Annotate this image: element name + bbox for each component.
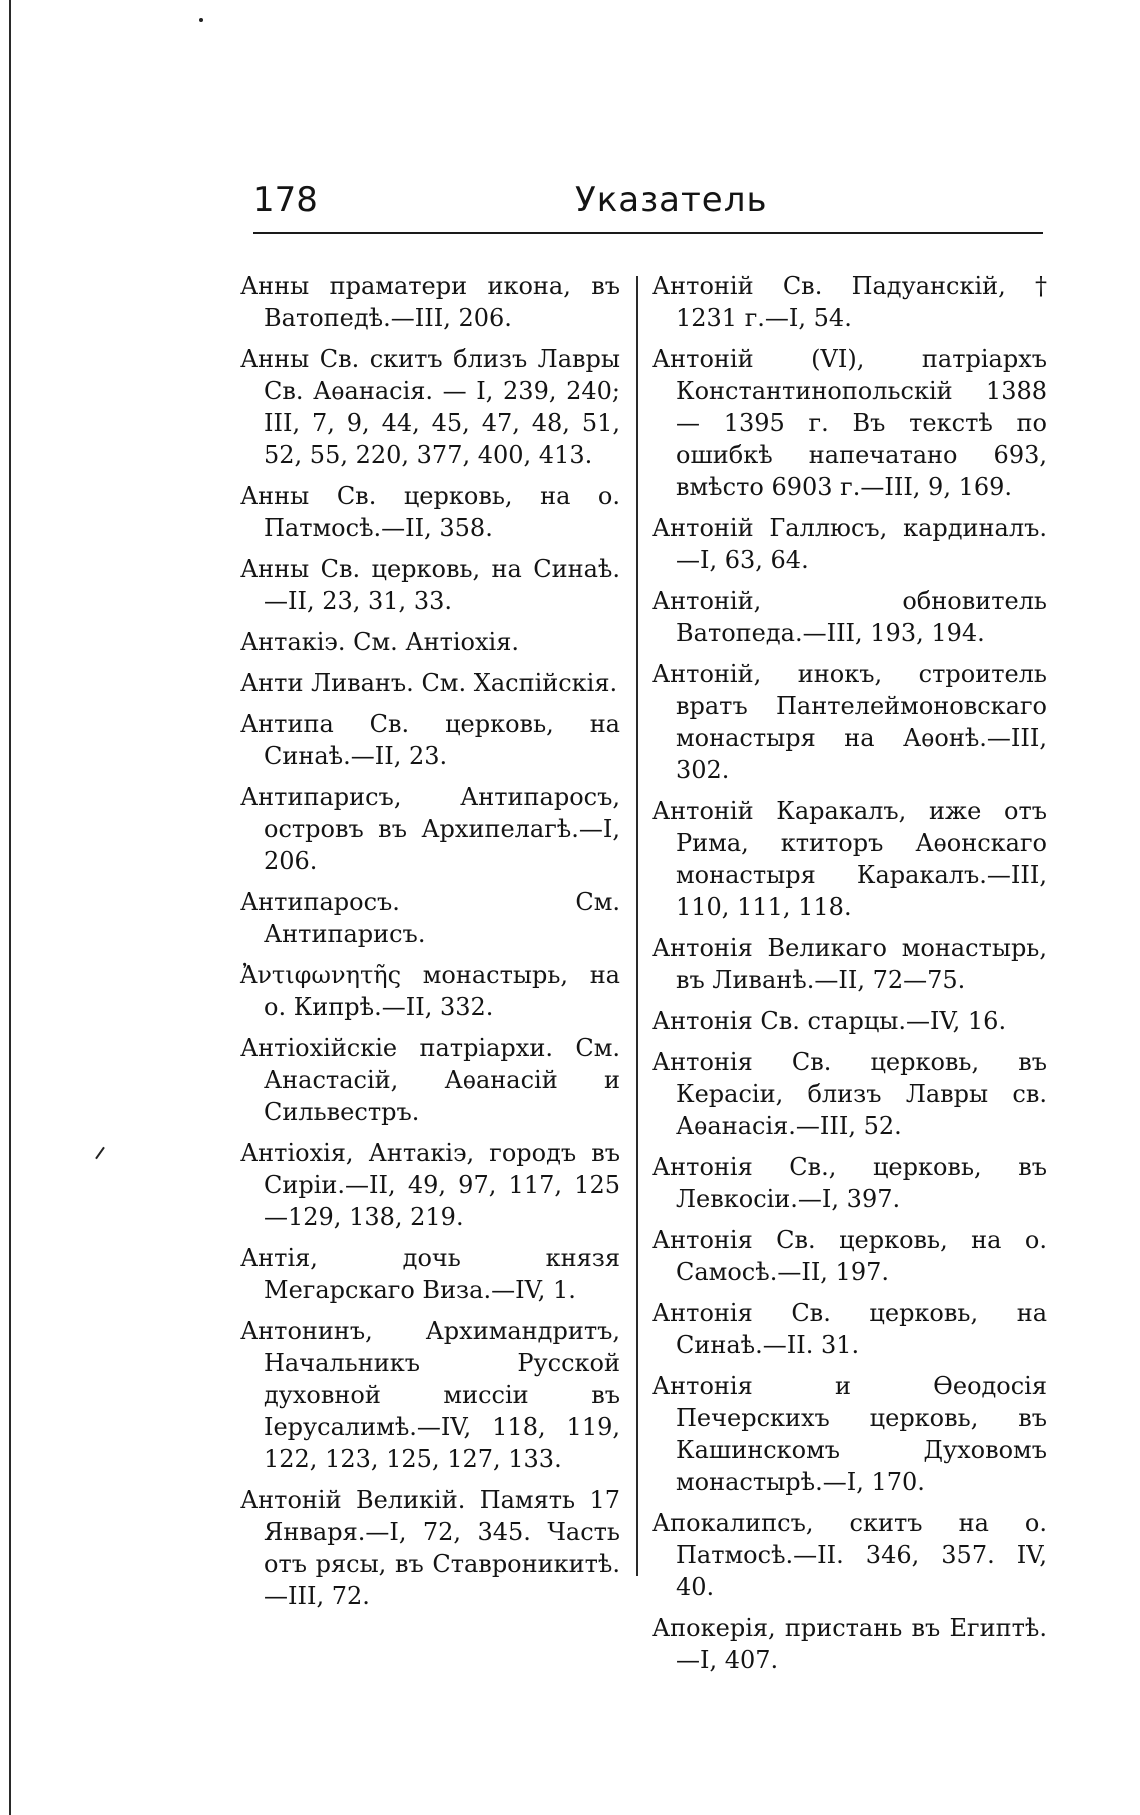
index-column-right <box>652 270 1047 1685</box>
index-entry: Антіохія, Антакіэ, городъ въ Сиріи.—II, 49, 97, 117, 125—129, 138, 219. <box>240 1139 620 1231</box>
page-header <box>253 180 1043 240</box>
index-entry: Антоній, обновитель Ватопеда.—III, 193, 194. <box>652 587 1047 647</box>
index-entry: Антоній Св. Падуанскій, † 1231 г.—I, 54. <box>652 272 1047 332</box>
index-entry: Антіохійскіе патріархи. См. Анастасій, Аѳанасій и Сильвестръ. <box>240 1034 620 1126</box>
index-entry: Анны Св. церковь, на о. Патмосѣ.—II, 358. <box>240 482 620 542</box>
index-entry: Анти Ливанъ. См. Хаспійскія. <box>240 669 618 697</box>
index-entry: Антоній Каракалъ, иже отъ Рима, ктиторъ Аѳонскаго монастыря Каракалъ.—III, 110, 111, 118. <box>652 797 1047 921</box>
index-entry: Антоній Великій. Память 17 Января.—I, 72, 345. Часть отъ рясы, въ Ставроникитѣ.—III, 72. <box>240 1486 620 1610</box>
index-entry: Антоній Галлюсъ, кардиналъ. —I, 63, 64. <box>652 514 1047 574</box>
index-entry: Анны Св. церковь, на Синаѣ.—II, 23, 31, 33. <box>240 555 620 615</box>
index-entry: Антонія Св., церковь, въ Левкосіи.—I, 397. <box>652 1153 1047 1213</box>
index-entry: Антонія Великаго монастырь, въ Ливанѣ.—II, 72—75. <box>652 934 1047 994</box>
column-divider <box>636 276 638 1576</box>
margin-mark <box>95 1147 105 1160</box>
index-entry: Антоній (VI), патріархъ Константинопольскій 1388 — 1395 г. Въ текстѣ по ошибкѣ напечатано 693, вмѣсто 6903 г.—III, 9, 169. <box>652 345 1047 501</box>
index-entry: Антонія Св. церковь, въ Керасіи, близъ Лавры св. Аѳанасія.—III, 52. <box>652 1048 1047 1140</box>
index-entry: Антипа Св. церковь, на Синаѣ.—II, 23. <box>240 710 620 770</box>
index-entry: Анны праматери икона, въ Ватопедѣ.—III, 206. <box>240 272 620 332</box>
index-entry: Анны Св. скитъ близъ Лавры Св. Аѳанасія. — I, 239, 240; III, 7, 9, 44, 45, 47, 48, 51, 52, 55, 220, 377, 400, 413. <box>240 345 620 469</box>
index-entry: Антонія Св. старцы.—IV, 16. <box>652 1007 1007 1035</box>
index-entry: Антонинъ, Архимандритъ, Начальникъ Русской духовной миссіи въ Іерусалимѣ.—IV, 118, 119, 122, 123, 125, 127, 133. <box>240 1317 620 1473</box>
header-rule <box>253 232 1043 234</box>
index-entry: Антонія Св. церковь, на о. Самосѣ.—II, 197. <box>652 1226 1047 1286</box>
index-entry: Апокерія, пристань въ Египтѣ.—I, 407. <box>652 1614 1047 1674</box>
index-entry: Антонія и Ѳеодосія Печерскихъ церковь, въ Кашинскомъ Духовомъ монастырѣ.—I, 170. <box>652 1372 1047 1496</box>
index-entry: Антакіэ. См. Антіохія. <box>240 628 519 656</box>
index-column-left <box>240 270 620 1621</box>
scan-speck <box>199 18 203 22</box>
index-entry: Ἀντιφωνητῆς монастырь, на о. Кипрѣ.—II, 332. <box>240 961 620 1021</box>
running-title: Указатель <box>575 180 768 220</box>
scan-edge-line <box>9 0 11 1815</box>
index-entry: Антипарисъ, Антипаросъ, островъ въ Архипелагѣ.—I, 206. <box>240 783 620 875</box>
index-entry: Антонія Св. церковь, на Синаѣ.—II. 31. <box>652 1299 1047 1359</box>
index-entry: Антипаросъ. См. Антипарисъ. <box>240 888 620 948</box>
index-entry: Антоній, инокъ, строитель вратъ Пантелеймоновскаго монастыря на Аѳонѣ.—III, 302. <box>652 660 1047 784</box>
page-number: 178 <box>253 180 318 220</box>
index-entry: Апокалипсъ, скитъ на о. Патмосѣ.—II. 346, 357. IV, 40. <box>652 1509 1047 1601</box>
index-entry: Антія, дочь князя Мегарскаго Виза.—IV, 1. <box>240 1244 620 1304</box>
